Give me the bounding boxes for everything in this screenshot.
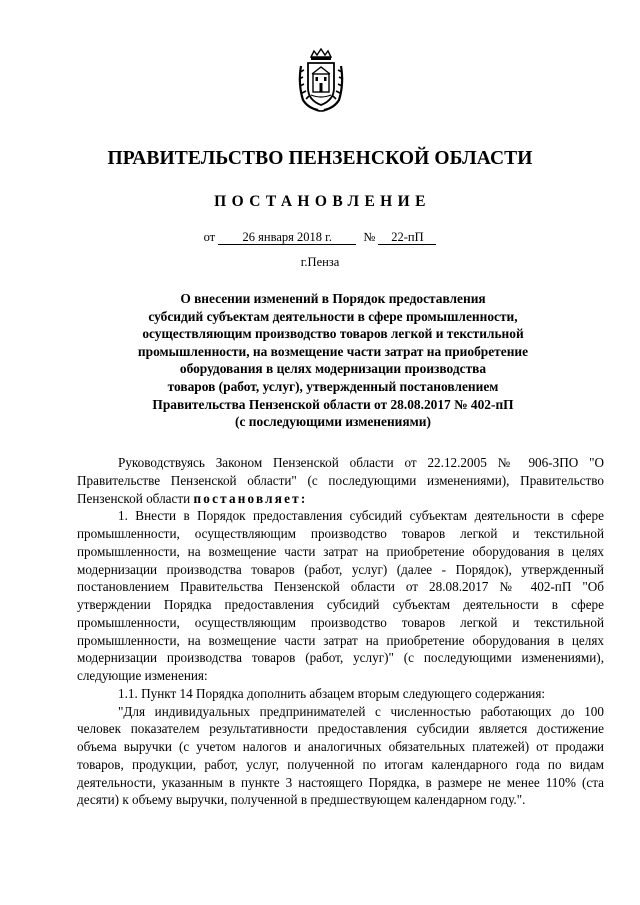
title-line: субсидий субъектам деятельности в сфере промышленности, — [148, 308, 518, 324]
number-sign: № — [363, 230, 376, 244]
document-body — [77, 454, 604, 809]
document-number: 22-пП — [378, 230, 436, 245]
date-number-line — [0, 230, 640, 245]
preamble-paragraph — [77, 454, 604, 507]
quoted-paragraph: "Для индивидуальных предпринимателей с численностью работающих до 100 человек показателем результативности предоставления субсидии является достижение объема выручки (с учетом налогов и аналогичных обязательных платежей) от продажи товаров, продукции, работ, услуг, полученной по итогам календарного года по видам деятельности, указанным в пункте 3 настоящего Порядка, в размере не менее 110% (ста десяти) к объему выручки, полученной в предшествующем календарном году.". — [77, 703, 604, 808]
organization-name: ПРАВИТЕЛЬСТВО ПЕНЗЕНСКОЙ ОБЛАСТИ — [107, 148, 533, 169]
document-type: ПОСТАНОВЛЕНИЕ — [214, 193, 431, 210]
title-line: оборудования в целях модернизации производства — [179, 361, 487, 377]
document-title — [90, 290, 576, 431]
date-prefix: от — [203, 230, 216, 244]
title-line: товаров (работ, услуг), утвержденный постановлением — [167, 378, 499, 394]
city-name: г.Пенза — [300, 255, 340, 269]
title-line: осуществляющим производство товаров легкой и текстильной — [142, 326, 524, 342]
title-line: (с последующими изменениями) — [235, 414, 431, 430]
decrees-word: постановляет: — [193, 490, 308, 506]
preamble-text: Руководствуясь Законом Пензенской области от 22.12.2005 № 906-ЗПО "О Правительстве Пензенской области" (с последующими изменениями), Правительство Пензенской области — [77, 455, 604, 506]
document-date: 26 января 2018 г. — [218, 230, 356, 245]
title-line: О внесении изменений в Порядок предоставления — [180, 291, 486, 306]
item-1-paragraph: 1. Внести в Порядок предоставления субсидий субъектам деятельности в сфере промышленности, осуществляющим производство товаров легкой и текстильной промышленности, на возмещение части затрат на приобретение оборудования в целях модернизации производства товаров (работ, услуг) (далее - Порядок), утвержденный постановлением Правительства Пензенской области от 28.08.2017 № 402-пП "Об утверждении Порядка предоставления субсидий субъектам деятельности в сфере промышленности, осуществляющим производство товаров легкой и текстильной промышленности, на возмещение части затрат на приобретение оборудования в целях модернизации производства товаров (работ, услуг)" (с последующими изменениями), следующие изменения: — [77, 508, 604, 683]
title-line: промышленности, на возмещение части затрат на приобретение — [137, 343, 529, 359]
coat-of-arms-icon — [296, 48, 346, 114]
item-1-1-paragraph: 1.1. Пункт 14 Порядка дополнить абзацем вторым следующего содержания: — [118, 685, 546, 701]
title-line: Правительства Пензенской области от 28.08.2017 № 402-пП — [152, 396, 514, 412]
